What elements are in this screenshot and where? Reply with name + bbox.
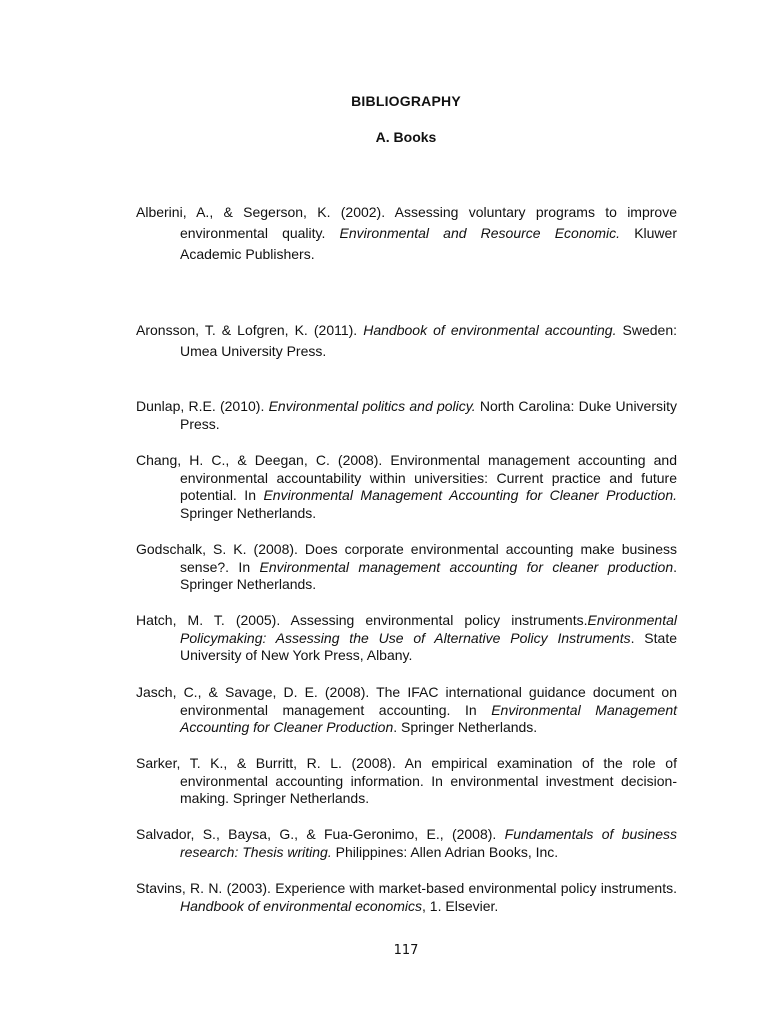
reference-entry [136, 612, 677, 665]
reference-text: North Carolina: Duke University Press. [180, 398, 678, 432]
reference-text: , 1. Elsevier. [422, 897, 499, 914]
reference-text: . Springer Netherlands. [393, 719, 538, 736]
reference-text: Stavins, R. N. (2003). Experience with market-based environmental policy instruments. [136, 880, 677, 896]
reference-text: Springer Netherlands. [180, 505, 317, 522]
reference-text: Sarker, T. K., & Burritt, R. L. (2008). An empirical examination of the role of environmental accounting information. In environmental investment decision-making. Springer Netherlands. [136, 755, 677, 807]
reference-text: Philippines: Allen Adrian Books, Inc. [331, 843, 559, 860]
page-title: BIBLIOGRAPHY [351, 93, 461, 109]
reference-entry [136, 684, 677, 737]
reference-entry [136, 880, 677, 915]
reference-title: Environmental politics and policy. [268, 398, 476, 414]
reference-text: Jasch, C., & Savage, D. E. (2008). The IFAC international guidance document on environmental management accounting. In [136, 684, 677, 718]
reference-text: Salvador, S., Baysa, G., & Fua-Geronimo, E., (2008). [136, 826, 505, 842]
section-heading: A. Books [375, 129, 437, 145]
reference-entry [136, 452, 677, 523]
reference-title: Environmental Policymaking: Assessing the Use of Alternative Policy Instruments [180, 612, 677, 646]
reference-text: Aronsson, T. & Lofgren, K. (2011). [136, 322, 364, 338]
reference-text: Sweden: Umea University Press. [180, 322, 678, 359]
reference-title: Environmental management accounting for cleaner production [259, 558, 674, 575]
reference-text: Chang, H. C., & Deegan, C. (2008). Environmental management accounting and environmental accountability within universities: Current practice and future potential. In [136, 452, 677, 504]
page-number: 117 [393, 943, 419, 958]
reference-text: Hatch, M. T. (2005). Assessing environmental policy instruments. [136, 612, 588, 628]
reference-title: Handbook of environmental economics [180, 897, 423, 914]
reference-entry [136, 320, 677, 362]
reference-entry [136, 755, 677, 808]
reference-text: Kluwer Academic Publishers. [180, 225, 677, 262]
reference-text: Alberini, A., & Segerson, K. (2002). Assessing voluntary programs to improve environmental quality. [136, 204, 677, 241]
reference-title: Environmental Management Accounting for Cleaner Production. [263, 487, 678, 504]
reference-title: Fundamentals of business research: Thesis writing. [180, 826, 677, 860]
reference-title: Handbook of environmental accounting. [363, 322, 617, 338]
reference-text: . Springer Netherlands. [180, 558, 677, 593]
reference-text: Godschalk, S. K. (2008). Does corporate environmental accounting make business sense?. In [136, 541, 677, 575]
reference-text: Dunlap, R.E. (2010). [136, 398, 269, 414]
reference-title: Environmental and Resource Economic. [339, 225, 621, 241]
reference-entry [136, 398, 677, 433]
reference-entry [136, 202, 677, 265]
reference-text: . State University of New York Press, Albany. [180, 629, 677, 664]
reference-entry [136, 541, 677, 594]
reference-entry [136, 826, 677, 861]
reference-title: Environmental Management Accounting for Cleaner Production [180, 701, 677, 736]
